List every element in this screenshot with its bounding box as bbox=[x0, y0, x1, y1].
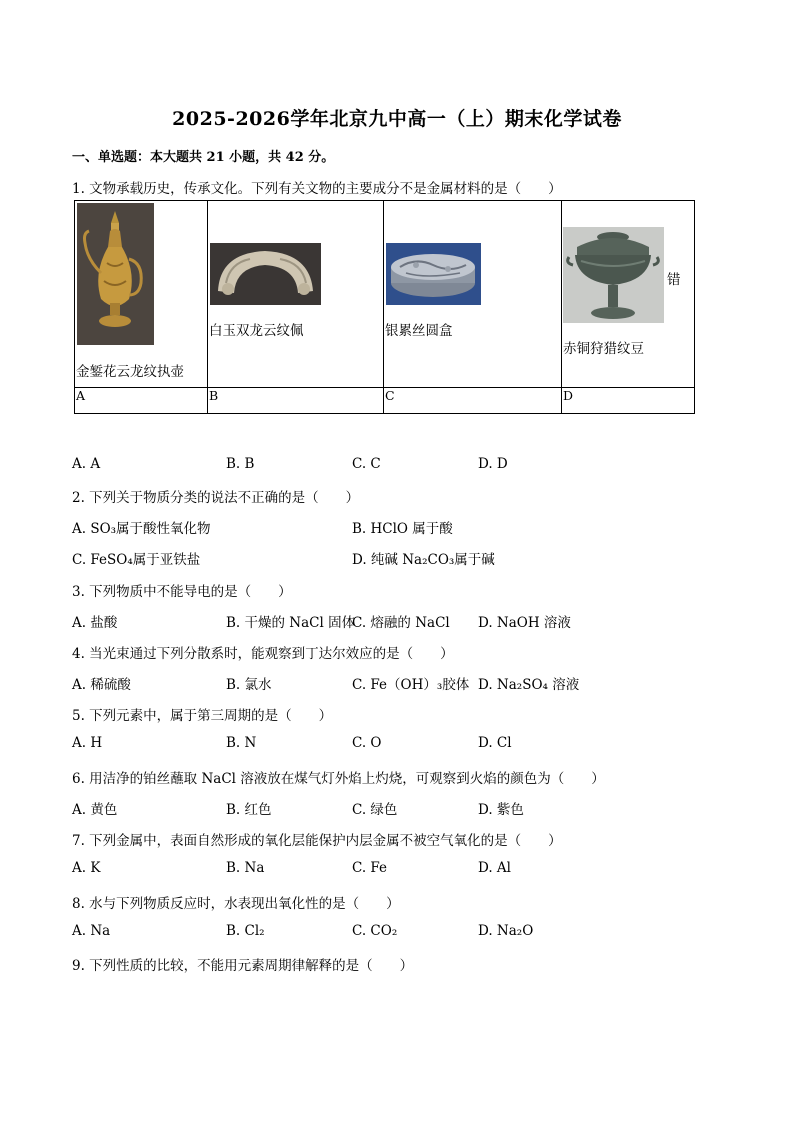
q5-option-a[interactable]: A. H bbox=[72, 735, 103, 751]
q5-option-c[interactable]: C. O bbox=[352, 735, 382, 751]
relic-caption-d: 赤铜狩猎纹豆 bbox=[563, 341, 644, 357]
q8-option-d[interactable]: D. Na₂O bbox=[478, 923, 534, 939]
q3-option-d[interactable]: D. NaOH 溶液 bbox=[478, 615, 571, 631]
relic-caption-b: 白玉双龙云纹佩 bbox=[209, 323, 304, 339]
q6-option-a[interactable]: A. 黄色 bbox=[72, 802, 118, 818]
relic-cell-d bbox=[562, 201, 695, 388]
relic-letter-c: C bbox=[384, 388, 562, 414]
q5-option-b[interactable]: B. N bbox=[226, 735, 257, 751]
q8-option-a[interactable]: A. Na bbox=[72, 923, 111, 939]
q3-option-a[interactable]: A. 盐酸 bbox=[72, 615, 118, 631]
jade-pendant-photo bbox=[210, 243, 321, 305]
q2-option-c[interactable]: C. FeSO₄属于亚铁盐 bbox=[72, 552, 201, 568]
q7-option-b[interactable]: B. Na bbox=[226, 860, 265, 876]
q2-option-a[interactable]: A. SO₃属于酸性氧化物 bbox=[72, 521, 211, 537]
q4-option-a[interactable]: A. 稀硫酸 bbox=[72, 677, 131, 693]
question-3-stem: 3. 下列物质中不能导电的是（ ） bbox=[72, 584, 292, 600]
relic-caption-a: 金錾花云龙纹执壶 bbox=[76, 364, 184, 380]
relic-cell-c bbox=[384, 201, 562, 388]
gold-ewer-photo bbox=[77, 203, 154, 345]
q7-option-a[interactable]: A. K bbox=[72, 860, 101, 876]
question-5-stem: 5. 下列元素中，属于第三周期的是（ ） bbox=[72, 708, 333, 724]
q6-option-b[interactable]: B. 红色 bbox=[226, 802, 272, 818]
q5-option-d[interactable]: D. Cl bbox=[478, 735, 512, 751]
q7-option-d[interactable]: D. Al bbox=[478, 860, 511, 876]
question-4-stem: 4. 当光束通过下列分散系时，能观察到丁达尔效应的是（ ） bbox=[72, 646, 454, 662]
q1-option-d[interactable]: D. D bbox=[478, 456, 508, 472]
relic-letter-d: D bbox=[562, 388, 695, 414]
q4-option-b[interactable]: B. 氯水 bbox=[226, 677, 272, 693]
q6-option-d[interactable]: D. 紫色 bbox=[478, 802, 524, 818]
relic-caption-d-extra: 错 bbox=[667, 272, 681, 288]
question-7-stem: 7. 下列金属中，表面自然形成的氧化层能保护内层金属不被空气氧化的是（ ） bbox=[72, 833, 562, 849]
relic-letter-b: B bbox=[208, 388, 384, 414]
q3-option-c[interactable]: C. 熔融的 NaCl bbox=[352, 615, 450, 631]
relic-cell-b bbox=[208, 201, 384, 388]
q6-option-c[interactable]: C. 绿色 bbox=[352, 802, 398, 818]
question-2-stem: 2. 下列关于物质分类的说法不正确的是（ ） bbox=[72, 490, 360, 506]
q1-option-c[interactable]: C. C bbox=[352, 456, 381, 472]
question-8-stem: 8. 水与下列物质反应时，水表现出氧化性的是（ ） bbox=[72, 896, 400, 912]
relic-letter-a: A bbox=[75, 388, 208, 414]
q7-option-c[interactable]: C. Fe bbox=[352, 860, 388, 876]
q2-option-b[interactable]: B. HClO 属于酸 bbox=[352, 521, 453, 537]
q1-option-a[interactable]: A. A bbox=[72, 456, 101, 472]
q8-option-b[interactable]: B. Cl₂ bbox=[226, 923, 265, 939]
page-title: 2025-2026学年北京九中高一（上）期末化学试卷 bbox=[172, 108, 622, 130]
section-heading: 一、单选题：本大题共 21 小题，共 42 分。 bbox=[72, 150, 335, 165]
q3-option-b[interactable]: B. 干燥的 NaCl 固体 bbox=[226, 615, 356, 631]
silver-box-photo bbox=[386, 243, 481, 305]
q4-option-c[interactable]: C. Fe（OH）₃胶体 bbox=[352, 677, 470, 693]
relic-caption-c: 银累丝圆盒 bbox=[385, 323, 453, 339]
q2-option-d[interactable]: D. 纯碱 Na₂CO₃属于碱 bbox=[352, 552, 495, 568]
q1-option-b[interactable]: B. B bbox=[226, 456, 255, 472]
bronze-dou-photo bbox=[563, 227, 664, 323]
q4-option-d[interactable]: D. Na₂SO₄ 溶液 bbox=[478, 677, 580, 693]
relic-cell-a bbox=[75, 201, 208, 388]
question-6-stem: 6. 用洁净的铂丝蘸取 NaCl 溶液放在煤气灯外焰上灼烧，可观察到火焰的颜色为（ ） bbox=[72, 771, 605, 787]
q8-option-c[interactable]: C. CO₂ bbox=[352, 923, 398, 939]
relics-table bbox=[74, 200, 695, 414]
question-1-stem: 1. 文物承载历史，传承文化。下列有关文物的主要成分不是金属材料的是（ ） bbox=[72, 181, 562, 197]
question-9-stem: 9. 下列性质的比较，不能用元素周期律解释的是（ ） bbox=[72, 958, 414, 974]
